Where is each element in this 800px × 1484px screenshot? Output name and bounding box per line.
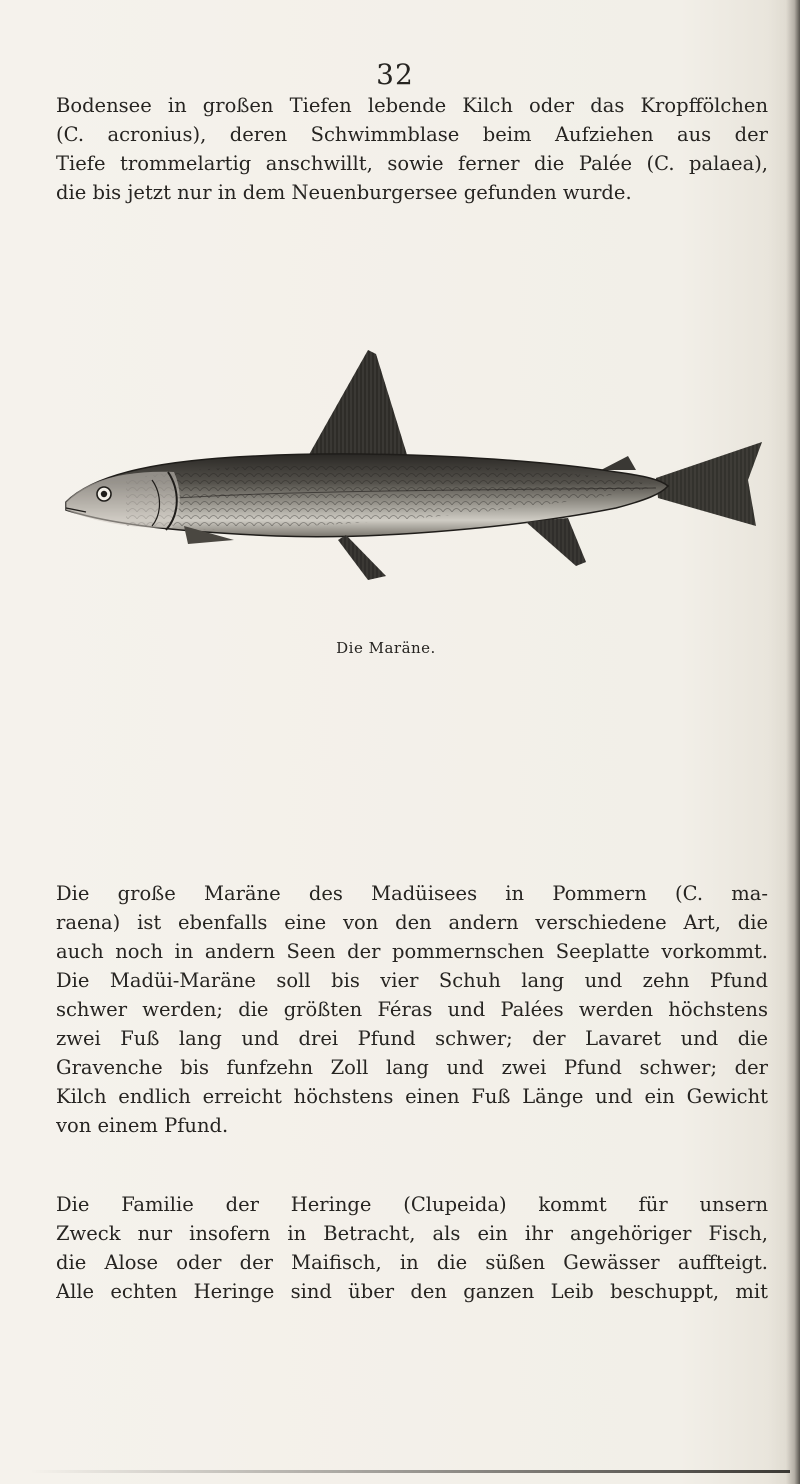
- page-number: 32: [376, 58, 414, 91]
- text-line: Die Familie der Heringe (Clupeida) kommt für unsern: [56, 1193, 768, 1216]
- text-line: (C. acronius), deren Schwimmblase beim Aufziehen aus der: [56, 123, 768, 146]
- text-line: Zweck nur insofern in Betracht, als ein ihr angehöriger Fisch,: [56, 1222, 768, 1245]
- text-line: Gravenche bis funfzehn Zoll lang und zwei Pfund schwer; der: [56, 1056, 768, 1079]
- text-line: Tiefe trommelartig anschwillt, sowie ferner die Palée (C. palaea),: [56, 152, 768, 175]
- fish-illustration: [56, 330, 768, 630]
- paragraph-heringe: [56, 1190, 768, 1306]
- text-line: Die Madüi-Maräne soll bis vier Schuh lang und zehn Pfund: [56, 969, 768, 992]
- text-line: Die große Maräne des Madüisees in Pommern (C. ma-: [56, 882, 768, 905]
- page-bottom-edge: [30, 1470, 790, 1473]
- paragraph-kilch: [56, 91, 768, 207]
- text-line: Bodensee in großen Tiefen lebende Kilch oder das Kropffölchen: [56, 94, 768, 117]
- figure-maraene: [56, 330, 768, 660]
- text-line: die bis jetzt nur in dem Neuenburgersee gefunden wurde.: [56, 181, 632, 204]
- paragraph-grosse-maraene: [56, 879, 768, 1140]
- text-line: die Alose oder der Maifisch, in die süßen Gewässer auffteigt.: [56, 1251, 768, 1274]
- text-line: raena) ist ebenfalls eine von den andern verschiedene Art, die: [56, 911, 768, 934]
- text-line: Alle echten Heringe sind über den ganzen Leib beschuppt, mit: [56, 1280, 768, 1303]
- text-line: auch noch in andern Seen der pommernschen Seeplatte vorkommt.: [56, 940, 768, 963]
- text-line: von einem Pfund.: [56, 1114, 229, 1137]
- page-edge-shadow: [786, 0, 800, 1484]
- figure-caption: Die Maräne.: [336, 639, 436, 657]
- text-line: zwei Fuß lang und drei Pfund schwer; der Lavaret und die: [56, 1027, 768, 1050]
- text-line: schwer werden; die größten Féras und Palées werden höchstens: [56, 998, 768, 1021]
- text-line: Kilch endlich erreicht höchstens einen Fuß Länge und ein Gewicht: [56, 1085, 768, 1108]
